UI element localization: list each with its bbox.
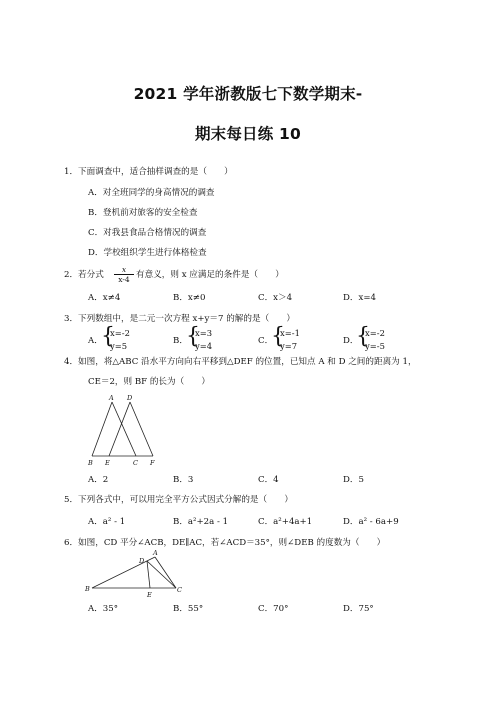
q2-option-d: D．x=4 (343, 293, 376, 303)
q5-option-c: C．a²+4a+1 (258, 517, 313, 527)
q5-option-b: B．a²+2a - 1 (173, 517, 229, 527)
q6-option-b: B．55° (173, 604, 204, 614)
q3-brace-c: { (271, 324, 285, 349)
q4-option-c: C．4 (258, 475, 279, 485)
q3-system-d-x: x=-2 (365, 328, 385, 338)
q5-option-a: A．a² - 1 (88, 517, 126, 527)
q2-stem-b: 有意义，则 x 应满足的条件是（ ） (136, 270, 284, 280)
q3-brace-a: { (101, 324, 115, 349)
q2-option-b: B．x≠0 (173, 293, 206, 303)
q3-system-a-y: y=5 (110, 341, 128, 351)
q6-option-a: A．35° (88, 604, 119, 614)
q3-label-d: D． (343, 336, 359, 346)
q3-system-c-x: x=-1 (280, 328, 300, 338)
q2-option-a: A．x≠4 (88, 293, 121, 303)
q6-label-c: C (177, 586, 182, 594)
q6-label-e: E (147, 591, 152, 599)
q4-segment-ac (112, 402, 136, 456)
q3-system-a (110, 328, 130, 351)
q4-figure (80, 392, 170, 470)
q1-stem: 1．下面调查中，适合抽样调查的是（ ） (64, 167, 233, 177)
q6-label-d: D (139, 557, 145, 565)
q4-stem-line-1: 4．如图，将△ABC 沿水平方向向右平移到△DEF 的位置，已知点 A 和 D 之间的距离为 1， (64, 357, 417, 367)
q6-option-c: C．70° (258, 604, 289, 614)
q6-label-a: A (153, 549, 158, 557)
q1-option-b: B．登机前对旅客的安全检查 (88, 208, 198, 218)
q4-stem-line-2: CE＝2，则 BF 的长为（ ） (88, 377, 210, 387)
q4-option-a: A．2 (88, 475, 109, 485)
q4-label-a: A (109, 394, 114, 402)
q3-system-b-x: x=3 (195, 328, 213, 338)
q2-numerator: x (121, 265, 127, 274)
q3-system-a-x: x=-2 (110, 328, 130, 338)
q3-system-d-y: y=-5 (365, 341, 385, 351)
q5-stem: 5．下列各式中，可以用完全平方公式因式分解的是（ ） (64, 495, 293, 505)
q4-option-d: D．5 (343, 475, 364, 485)
q6-segment-dc (147, 561, 176, 588)
q3-stem: 3．下列数组中，是二元一次方程 x+y＝7 的解的是（ ） (64, 314, 295, 324)
q4-segment-de (109, 402, 130, 456)
q4-segment-ab (92, 402, 112, 456)
q6-option-d: D．75° (343, 604, 374, 614)
q1-option-d: D．学校组织学生进行体格检查 (88, 248, 207, 258)
q3-system-d (365, 328, 385, 351)
q6-segment-de (147, 561, 150, 588)
title-line-2: 期末每日练 10 (194, 125, 302, 143)
q4-segment-df (130, 402, 153, 456)
q2-option-c: C．x＞4 (258, 293, 293, 303)
q4-label-b: B (88, 459, 93, 467)
q3-system-b (195, 328, 212, 351)
q4-label-d: D (127, 394, 133, 402)
q2-denominator: x-4 (118, 275, 130, 284)
q4-label-f: F (150, 459, 155, 467)
q4-label-e: E (105, 459, 110, 467)
q3-system-c (280, 328, 300, 351)
q6-figure (84, 549, 184, 603)
q6-segment-ba (92, 557, 155, 588)
q2-stem-a: 2．若分式 (64, 270, 104, 280)
q1-option-c: C．对我县食品合格情况的调查 (88, 228, 207, 238)
title-line-1: 2021 学年浙教版七下数学期末- (133, 85, 363, 103)
q3-label-c: C． (258, 336, 274, 346)
q3-brace-b: { (186, 324, 200, 349)
q3-brace-d: { (356, 324, 370, 349)
q6-segment-ac (155, 557, 176, 588)
q3-label-a: A． (88, 336, 103, 346)
q2-fraction (113, 265, 135, 284)
q6-stem: 6．如图，CD 平分∠ACB，DE∥AC，若∠ACD＝35°，则∠DEB 的度数为（ ） (64, 538, 386, 548)
q3-system-c-y: y=7 (280, 341, 298, 351)
q4-option-b: B．3 (173, 475, 194, 485)
q3-label-b: B． (173, 336, 188, 346)
q6-label-b: B (85, 585, 90, 593)
q3-system-b-y: y=4 (195, 341, 213, 351)
q4-label-c: C (133, 459, 138, 467)
q1-option-a: A．对全班同学的身高情况的调查 (88, 188, 215, 198)
q5-option-d: D．a² - 6a+9 (343, 517, 399, 527)
